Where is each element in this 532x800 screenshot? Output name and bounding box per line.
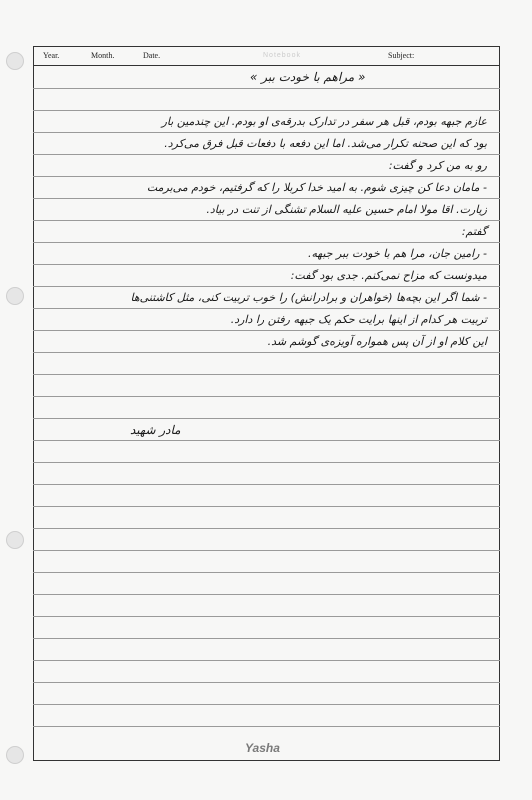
ruled-line (33, 616, 500, 617)
letter-title: « مراهم با خودت ببر » (250, 70, 366, 84)
ruled-line (33, 154, 500, 155)
ruled-line (33, 374, 500, 375)
letter-line: رو به من کرد و گفت: (388, 159, 487, 172)
ruled-line (33, 352, 500, 353)
faint-header-text: Notebook (263, 52, 301, 59)
signature: مادر شهید (130, 423, 181, 437)
ruled-line (33, 572, 500, 573)
brand-logo: Yasha (245, 741, 280, 755)
letter-line: - شما اگر این بچه‌ها (خواهران و برادرانش) را خوب تربیت کنی، مثل کاشتنی‌ها (130, 291, 487, 304)
letter-line: میدونست که مزاح نمی‌کنم. جدی بود گفت: (290, 269, 487, 282)
subject-label: Subject: (388, 51, 415, 60)
binder-hole (6, 52, 24, 70)
letter-line: عازم جبهه بودم، قبل هر سفر در تدارک بدرقه‌ی او بودم. این چندمین بار (161, 115, 487, 128)
ruled-line (33, 440, 500, 441)
ruled-line (33, 704, 500, 705)
ruled-line (33, 462, 500, 463)
ruled-line (33, 132, 500, 133)
ruled-line (33, 220, 500, 221)
ruled-line (33, 726, 500, 727)
ruled-line (33, 88, 500, 89)
ruled-line (33, 110, 500, 111)
month-label: Month. (91, 51, 115, 60)
ruled-line (33, 638, 500, 639)
letter-line: - رامین جان، مرا هم با خودت ببر جبهه. (308, 247, 487, 260)
binder-hole (6, 531, 24, 549)
ruled-line (33, 396, 500, 397)
ruled-line (33, 594, 500, 595)
ruled-line (33, 286, 500, 287)
ruled-line (33, 198, 500, 199)
ruled-line (33, 418, 500, 419)
ruled-line (33, 550, 500, 551)
ruled-line (33, 264, 500, 265)
header-row (33, 46, 500, 66)
ruled-line (33, 176, 500, 177)
letter-line: زیارت. اقا مولا امام حسین علیه السلام تشنگی از تنت در بیاد. (206, 203, 487, 216)
binder-hole (6, 746, 24, 764)
ruled-line (33, 330, 500, 331)
ruled-line (33, 484, 500, 485)
ruled-line (33, 242, 500, 243)
ruled-line (33, 682, 500, 683)
ruled-line (33, 506, 500, 507)
date-label: Date. (143, 51, 161, 60)
ruled-line (33, 308, 500, 309)
ruled-line (33, 528, 500, 529)
binder-hole (6, 287, 24, 305)
letter-line: گفتم: (461, 225, 487, 238)
letter-line: - مامان دعا کن چیزی شوم. به امید خدا کربلا را که گرفتیم، خودم می‌برمت (146, 181, 487, 194)
letter-line: بود که این صحنه تکرار می‌شد. اما این دفعه با دفعات قبل فرق می‌کرد. (164, 137, 487, 150)
letter-line: این کلام او از آن پس همواره آویزه‌ی گوشم شد. (267, 335, 487, 348)
year-label: Year. (43, 51, 60, 60)
ruled-line (33, 660, 500, 661)
letter-line: تربیت هر کدام از اینها برایت حکم یک جبهه رفتن را دارد. (230, 313, 487, 326)
